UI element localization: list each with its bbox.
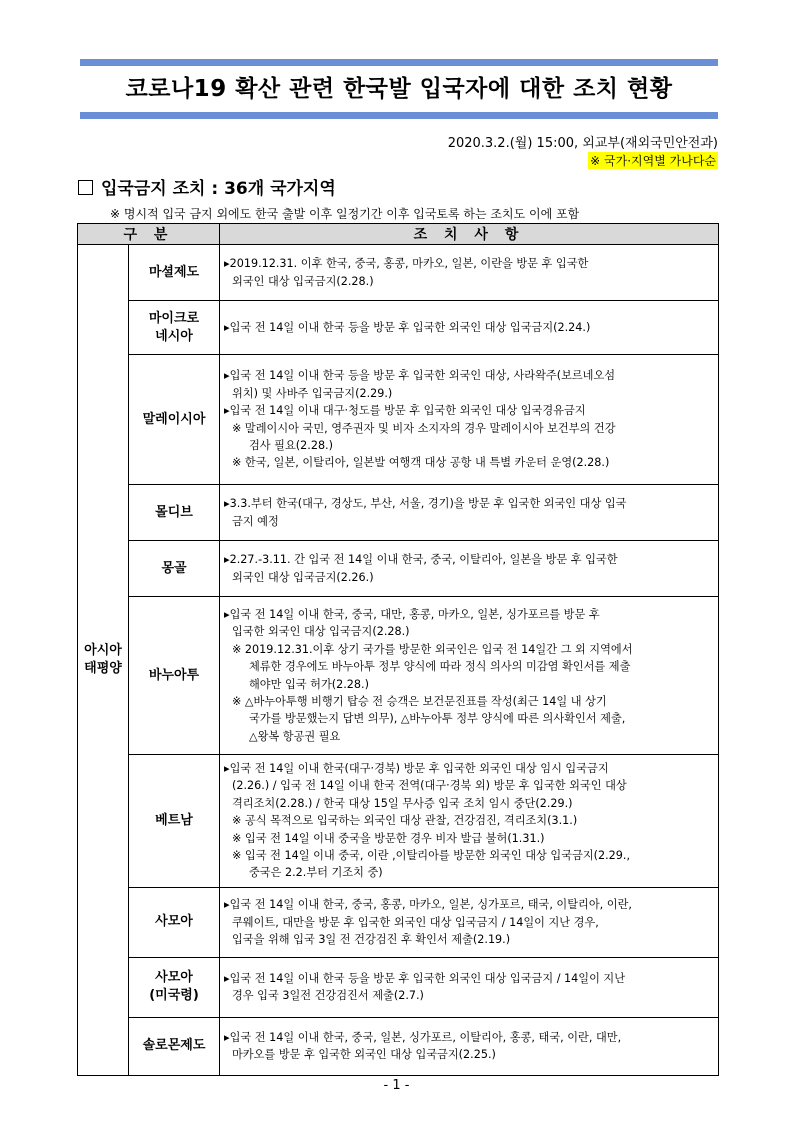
note-line: 체류한 경우에도 바누아투 정부 양식에 따라 정식 의사의 미감염 확인서를 제출 — [249, 660, 631, 674]
section-title: 입국금지 조치 : 36개 국가지역 — [101, 179, 336, 199]
country-name: 말레이시아 — [142, 411, 206, 427]
header-category: 구 분 — [78, 224, 220, 245]
country-name: 마이크로 네시아 — [148, 310, 200, 344]
measures-table — [77, 223, 719, 1076]
note-line: 국가를 방문했는지 답변 의무), △바누아투 정부 양식에 따른 의사확인서 제출, — [249, 712, 626, 726]
measure-line: ▸2019.12.31. 이후 한국, 중국, 홍콩, 마카오, 일본, 이란을 방문 후 입국한 — [224, 257, 589, 271]
country-name: 베트남 — [155, 812, 193, 828]
sort-note: ※ 국가·지역별 가나다순 — [590, 154, 716, 168]
measure-line: ▸입국 전 14일 이내 한국, 중국, 대만, 홍콩, 마카오, 일본, 싱가포르를 방문 후 — [224, 607, 600, 621]
country-cell — [129, 755, 220, 888]
section-heading — [78, 174, 336, 199]
table-row — [78, 485, 719, 541]
note-line: 검사 필요(2.28.) — [249, 438, 333, 452]
header-measures: 조 치 사 항 — [220, 224, 719, 245]
checkbox-square-icon — [78, 180, 93, 195]
region-cell: 아시아 태평양 — [78, 245, 129, 1076]
measures-cell — [220, 597, 719, 755]
title-bar-top — [80, 59, 718, 66]
note-line: ※ 2019.12.31.이후 상기 국가를 방문한 외국인은 입국 전 14일간 그 외 지역에서 — [232, 642, 633, 656]
measure-line: 위치) 및 사바주 입국금지(2.29.) — [232, 386, 393, 400]
measure-line: ▸2.27.-3.11. 간 입국 전 14일 이내 한국, 중국, 이탈리아, 일본을 방문 후 입국한 — [224, 553, 618, 567]
measure-line: ▸입국 전 14일 이내 한국, 중국, 일본, 싱가포르, 이탈리아, 홍콩, 태국, 이란, 대만, — [224, 1030, 622, 1044]
table-row — [78, 957, 719, 1017]
measures-cell — [220, 957, 719, 1017]
section-note: ※ 명시적 입국 금지 외에도 한국 출발 이후 일정기간 이후 입국토록 하는 조치도 이에 포함 — [110, 207, 580, 221]
note-line: ※ 입국 전 14일 이내 중국을 방문한 경우 비자 발급 불허(1.31.) — [232, 831, 545, 845]
date-line: 2020.3.2.(월) 15:00, 외교부(재외국민안전과) — [447, 136, 718, 151]
table-row — [78, 755, 719, 888]
table-row — [78, 541, 719, 597]
page-title: 코로나19 확산 관련 한국발 입국자에 대한 조치 현황 — [125, 76, 673, 102]
table-row — [78, 355, 719, 485]
country-name: 바누아투 — [148, 667, 200, 683]
measures-cell — [220, 245, 719, 301]
note-line: ※ 말레이시아 국민, 영주권자 및 비자 소지자의 경우 말레이시아 보건부의 건강 — [232, 421, 616, 435]
note-line: ※ 한국, 일본, 이탈리아, 일본발 여행객 대상 공항 내 특별 카운터 운영(2.28.) — [232, 456, 610, 470]
measures-cell — [220, 541, 719, 597]
measure-line: 마카오를 방문 후 입국한 외국인 대상 입국금지(2.25.) — [232, 1048, 496, 1062]
measures-cell — [220, 755, 719, 888]
measures-cell — [220, 355, 719, 485]
country-cell — [129, 485, 220, 541]
country-name: 사모아 (미국령) — [149, 970, 199, 1004]
note-line: ※ 공식 목적으로 입국하는 외국인 대상 관찰, 건강검진, 격리조치(3.1.) — [232, 814, 578, 828]
table-header-row — [78, 224, 719, 245]
measure-line: ▸입국 전 14일 이내 한국 등을 방문 후 입국한 외국인 대상, 사라왁주(보르네오섬 — [224, 369, 616, 383]
country-name: 사모아 — [155, 914, 193, 930]
measures-cell — [220, 1017, 719, 1075]
country-cell — [129, 957, 220, 1017]
table-row — [78, 301, 719, 355]
country-cell — [129, 541, 220, 597]
country-name: 솔로몬제도 — [142, 1038, 206, 1054]
title-bar-bottom — [80, 112, 718, 119]
country-cell — [129, 1017, 220, 1075]
measure-line: 입국을 위해 입국 3일 전 건강검진 후 확인서 제출(2.19.) — [232, 933, 511, 947]
measure-line: 쿠웨이트, 대만을 방문 후 입국한 외국인 대상 입국금지 / 14일이 지난 경우, — [232, 915, 599, 929]
measures-cell — [220, 485, 719, 541]
measure-line: ▸입국 전 14일 이내 대구·청도를 방문 후 입국한 외국인 대상 입국경유금지 — [224, 404, 586, 418]
measure-line: ▸입국 전 14일 이내 한국 등을 방문 후 입국한 외국인 대상 입국금지 / 14일이 지난 — [224, 971, 626, 985]
table-row — [78, 245, 719, 301]
measure-line: ▸입국 전 14일 이내 한국(대구·경북) 방문 후 입국한 외국인 대상 임시 입국금지 — [224, 762, 609, 775]
country-cell — [129, 245, 220, 301]
measure-line: 입국한 외국인 대상 입국금지(2.28.) — [232, 625, 410, 639]
note-line: △왕복 항공권 필요 — [249, 729, 341, 743]
measure-line: 외국인 대상 입국금지(2.28.) — [232, 274, 374, 288]
country-cell — [129, 301, 220, 355]
measure-line: ▸3.3.부터 한국(대구, 경상도, 부산, 서울, 경기)을 방문 후 입국한 외국인 대상 입국 — [224, 497, 627, 511]
measure-line: 외국인 대상 입국금지(2.26.) — [232, 570, 374, 584]
page-number: - 1 - — [383, 1078, 410, 1093]
note-line: ※ △바누아투행 비행기 탑승 전 승객은 보건문진표를 작성(최근 14일 내 상기 — [232, 694, 607, 708]
measure-line: ▸입국 전 14일 이내 한국, 중국, 홍콩, 마카오, 일본, 싱가포르, 태국, 이탈리아, 이란, — [224, 898, 632, 912]
measure-line: ▸입국 전 14일 이내 한국 등을 방문 후 입국한 외국인 대상 입국금지(2.24.) — [224, 320, 591, 334]
table-row — [78, 887, 719, 957]
measures-cell — [220, 887, 719, 957]
country-cell — [129, 355, 220, 485]
country-cell — [129, 597, 220, 755]
country-cell — [129, 887, 220, 957]
measures-cell — [220, 301, 719, 355]
table-row — [78, 597, 719, 755]
note-line: ※ 입국 전 14일 이내 중국, 이란 ,이탈리아를 방문한 외국인 대상 입국금지(2.29., — [232, 849, 631, 863]
measure-line: 금지 예정 — [232, 514, 279, 528]
note-line: 중국은 2.2.부터 기조치 중) — [249, 866, 383, 880]
measure-line: (2.26.) / 입국 전 14일 이내 한국 전역(대구·경북 외) 방문 후 입국한 외국인 대상 — [232, 779, 627, 793]
measure-line: 경우 입국 3일전 건강검진서 제출(2.7.) — [232, 989, 424, 1003]
measure-line: 격리조치(2.28.) / 한국 대상 15일 무사증 입국 조치 임시 중단(2.29.) — [232, 796, 573, 810]
table-row — [78, 1017, 719, 1075]
note-line: 해야만 입국 허가(2.28.) — [249, 677, 369, 691]
country-name: 몽골 — [161, 560, 187, 576]
country-name: 몰디브 — [155, 504, 193, 520]
country-name: 마셜제도 — [148, 264, 200, 280]
